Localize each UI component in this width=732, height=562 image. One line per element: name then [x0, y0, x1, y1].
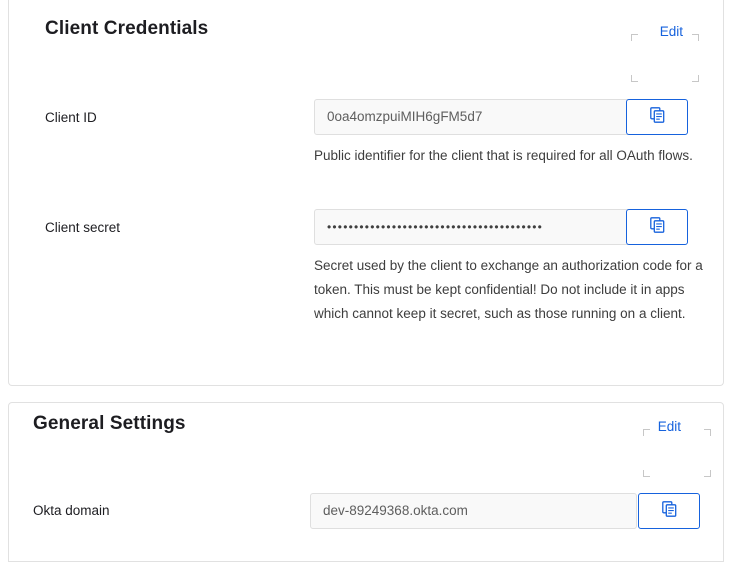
edit-general-settings-button[interactable]: Edit: [657, 419, 681, 434]
client-secret-masked-text: ••••••••••••••••••••••••••••••••••••••••: [327, 220, 544, 234]
page-title: Client Credentials: [45, 18, 209, 39]
general-settings-header: [9, 403, 723, 461]
okta-domain-label: Okta domain: [33, 503, 110, 518]
general-settings-title: General Settings: [33, 413, 186, 434]
copy-icon: [662, 501, 677, 522]
client-secret-label: Client secret: [45, 220, 121, 235]
edit-credentials-button[interactable]: Edit: [659, 24, 683, 39]
edit-general-focus-decor-bottomright: [659, 447, 711, 477]
copy-client-secret-button[interactable]: [626, 209, 688, 245]
edit-focus-decor-bottomleft: [631, 52, 683, 82]
client-id-help-text: Public identifier for the client that is required for all OAuth flows.: [314, 148, 693, 163]
edit-general-focus-decor-bottomleft: [643, 447, 695, 477]
edit-focus-decor-bottomright: [647, 52, 699, 82]
copy-icon: [650, 217, 665, 238]
copy-icon: [650, 107, 665, 128]
client-id-value[interactable]: 0oa4omzpuiMIH6gFM5d7: [314, 99, 677, 135]
client-credentials-header: [9, 0, 723, 58]
okta-domain-value[interactable]: dev-89249368.okta.com: [310, 493, 637, 529]
client-secret-value[interactable]: [314, 209, 677, 245]
client-id-label: Client ID: [45, 110, 97, 125]
copy-client-id-button[interactable]: [626, 99, 688, 135]
copy-okta-domain-button[interactable]: [638, 493, 700, 529]
general-settings-card: [8, 402, 724, 562]
client-credentials-card: [8, 0, 724, 386]
client-secret-help-text: Secret used by the client to exchange an authorization code for a token. This must be kept confidential! Do not include it in apps which cannot keep it secret, such as those running on a client.: [314, 258, 703, 321]
